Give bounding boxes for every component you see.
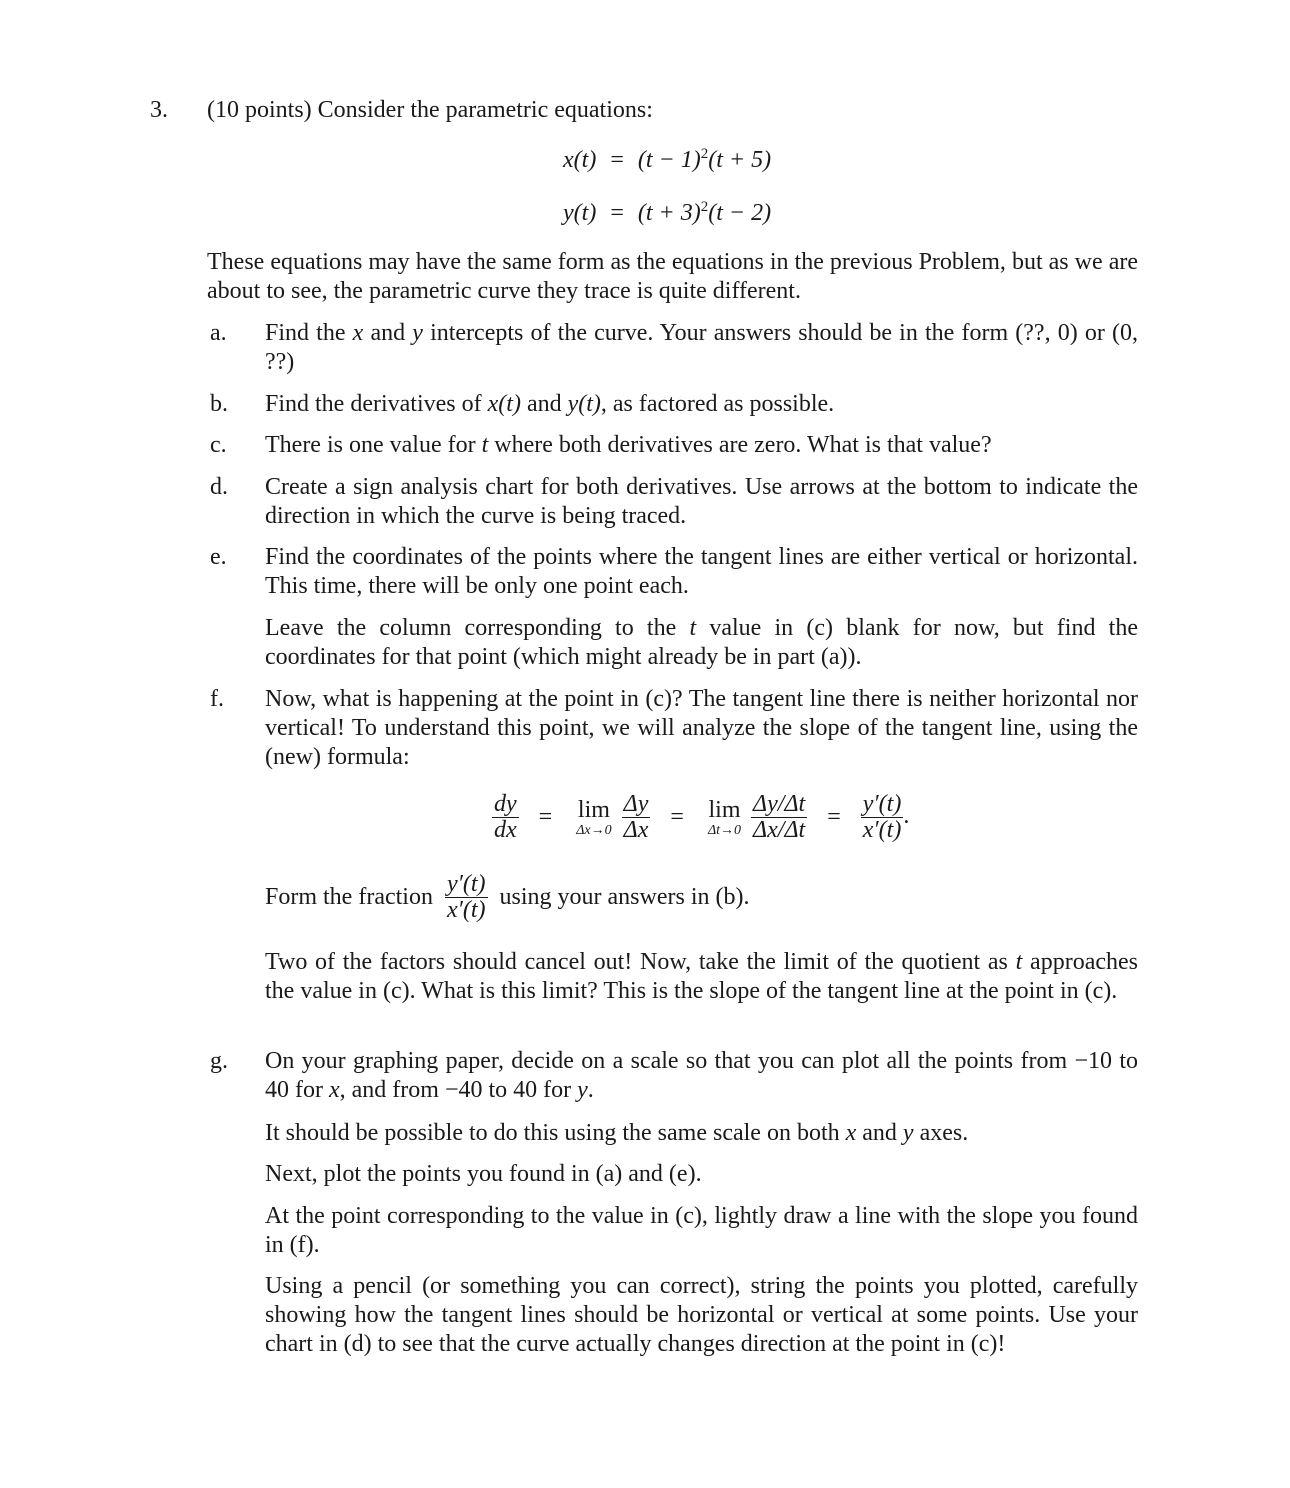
part-c-text: There is one value for t where both derivatives are zero. What is that value?: [265, 432, 992, 458]
part-d-text: Create a sign analysis chart for both derivatives. Use arrows at the bottom to indicate the direction in which the curve is being traced.: [265, 474, 1138, 529]
limit-dt: lim Δt→0: [707, 796, 742, 838]
part-f-form-fraction: Form the fraction $\frac{y'(t)}{x'(t)}$ using your answers in (b).: [265, 871, 750, 923]
equation-y: $y(t) = (t + 3)^2(t - 2)$: [563, 199, 772, 226]
part-a-label: a.: [210, 320, 227, 346]
yp-over-xp-fraction: $\frac{y'(t)}{x'(t)}$: [446, 871, 486, 923]
part-g-p3: Next, plot the points you found in (a) and (e).: [265, 1161, 702, 1187]
part-g-p2: It should be possible to do this using the same scale on both x and y axes.: [265, 1120, 969, 1146]
problem-heading: (10 points) Consider the parametric equations:: [207, 97, 653, 123]
part-e-note: Leave the column corresponding to the t value in (c) blank for now, but find the coordinates for that point (which might already be in part (a)).: [265, 615, 1138, 670]
derivative-fraction: $\frac{y'(t)}{x'(t)}$: [862, 791, 902, 843]
part-g-p5: Using a pencil (or something you can correct), string the points you plotted, carefully showing how the tangent lines should be horizontal or vertical at some points. Use your chart in (d) to see that the curve actually changes direction at the point in (c)!: [265, 1273, 1138, 1357]
part-e-label: e.: [210, 544, 227, 570]
part-a-text: Find the x and y intercepts of the curve. Your answers should be in the form (??, 0) or (0, ??): [265, 320, 1138, 375]
limit-dx: lim Δx→0: [576, 796, 612, 838]
part-g-p4: At the point corresponding to the value in (c), lightly draw a line with the slope you found in (f).: [265, 1203, 1138, 1258]
part-c-label: c.: [210, 432, 227, 458]
part-f-limit-text: Two of the factors should cancel out! Now, take the limit of the quotient as t approaches the value in (c). What is this limit? This is the slope of the tangent line at the point in (c).: [265, 949, 1138, 1004]
dy-over-dx-fraction: $\frac{\Delta y}{\Delta x}$: [623, 791, 649, 843]
problem-number: 3.: [150, 97, 168, 123]
part-f-text: Now, what is happening at the point in (c)? The tangent line there is neither horizontal nor vertical! To understand this point, we will analyze the slope of the tangent line, using the (new) formula:: [265, 686, 1138, 770]
part-g-p1: On your graphing paper, decide on a scale so that you can plot all the points from −10 to 40 for x, and from −40 to 40 for y.: [265, 1048, 1138, 1103]
dy-dx-fraction: $\frac{dy}{dx}$: [494, 791, 517, 843]
ratio-fraction: $\frac{\Delta y/\Delta t}{\Delta x/\Delta t}$: [753, 791, 806, 843]
part-b-label: b.: [210, 391, 228, 417]
equation-x: $x(t) = (t - 1)^2(t + 5)$: [563, 146, 772, 173]
part-g-label: g.: [210, 1048, 228, 1074]
part-d-label: d.: [210, 474, 228, 500]
part-b-text: Find the derivatives of x(t) and y(t), as factored as possible.: [265, 391, 835, 417]
part-e-text: Find the coordinates of the points where the tangent lines are either vertical or horizontal. This time, there will be only one point each.: [265, 544, 1138, 599]
part-f-label: f.: [210, 686, 224, 712]
slope-formula: $\frac{dy}{dx}$ = lim Δx→0 $\frac{\Delta y}{\Delta x}$ = lim Δt→0 $\frac{\Delta y/\Delta t}{\Delta x/\Delta t}$ = $\frac{y'(t)}{x'(t)}$ .: [494, 791, 910, 843]
problem-intro: These equations may have the same form as the equations in the previous Problem, but as we are about to see, the parametric curve they trace is quite different.: [207, 249, 1138, 304]
